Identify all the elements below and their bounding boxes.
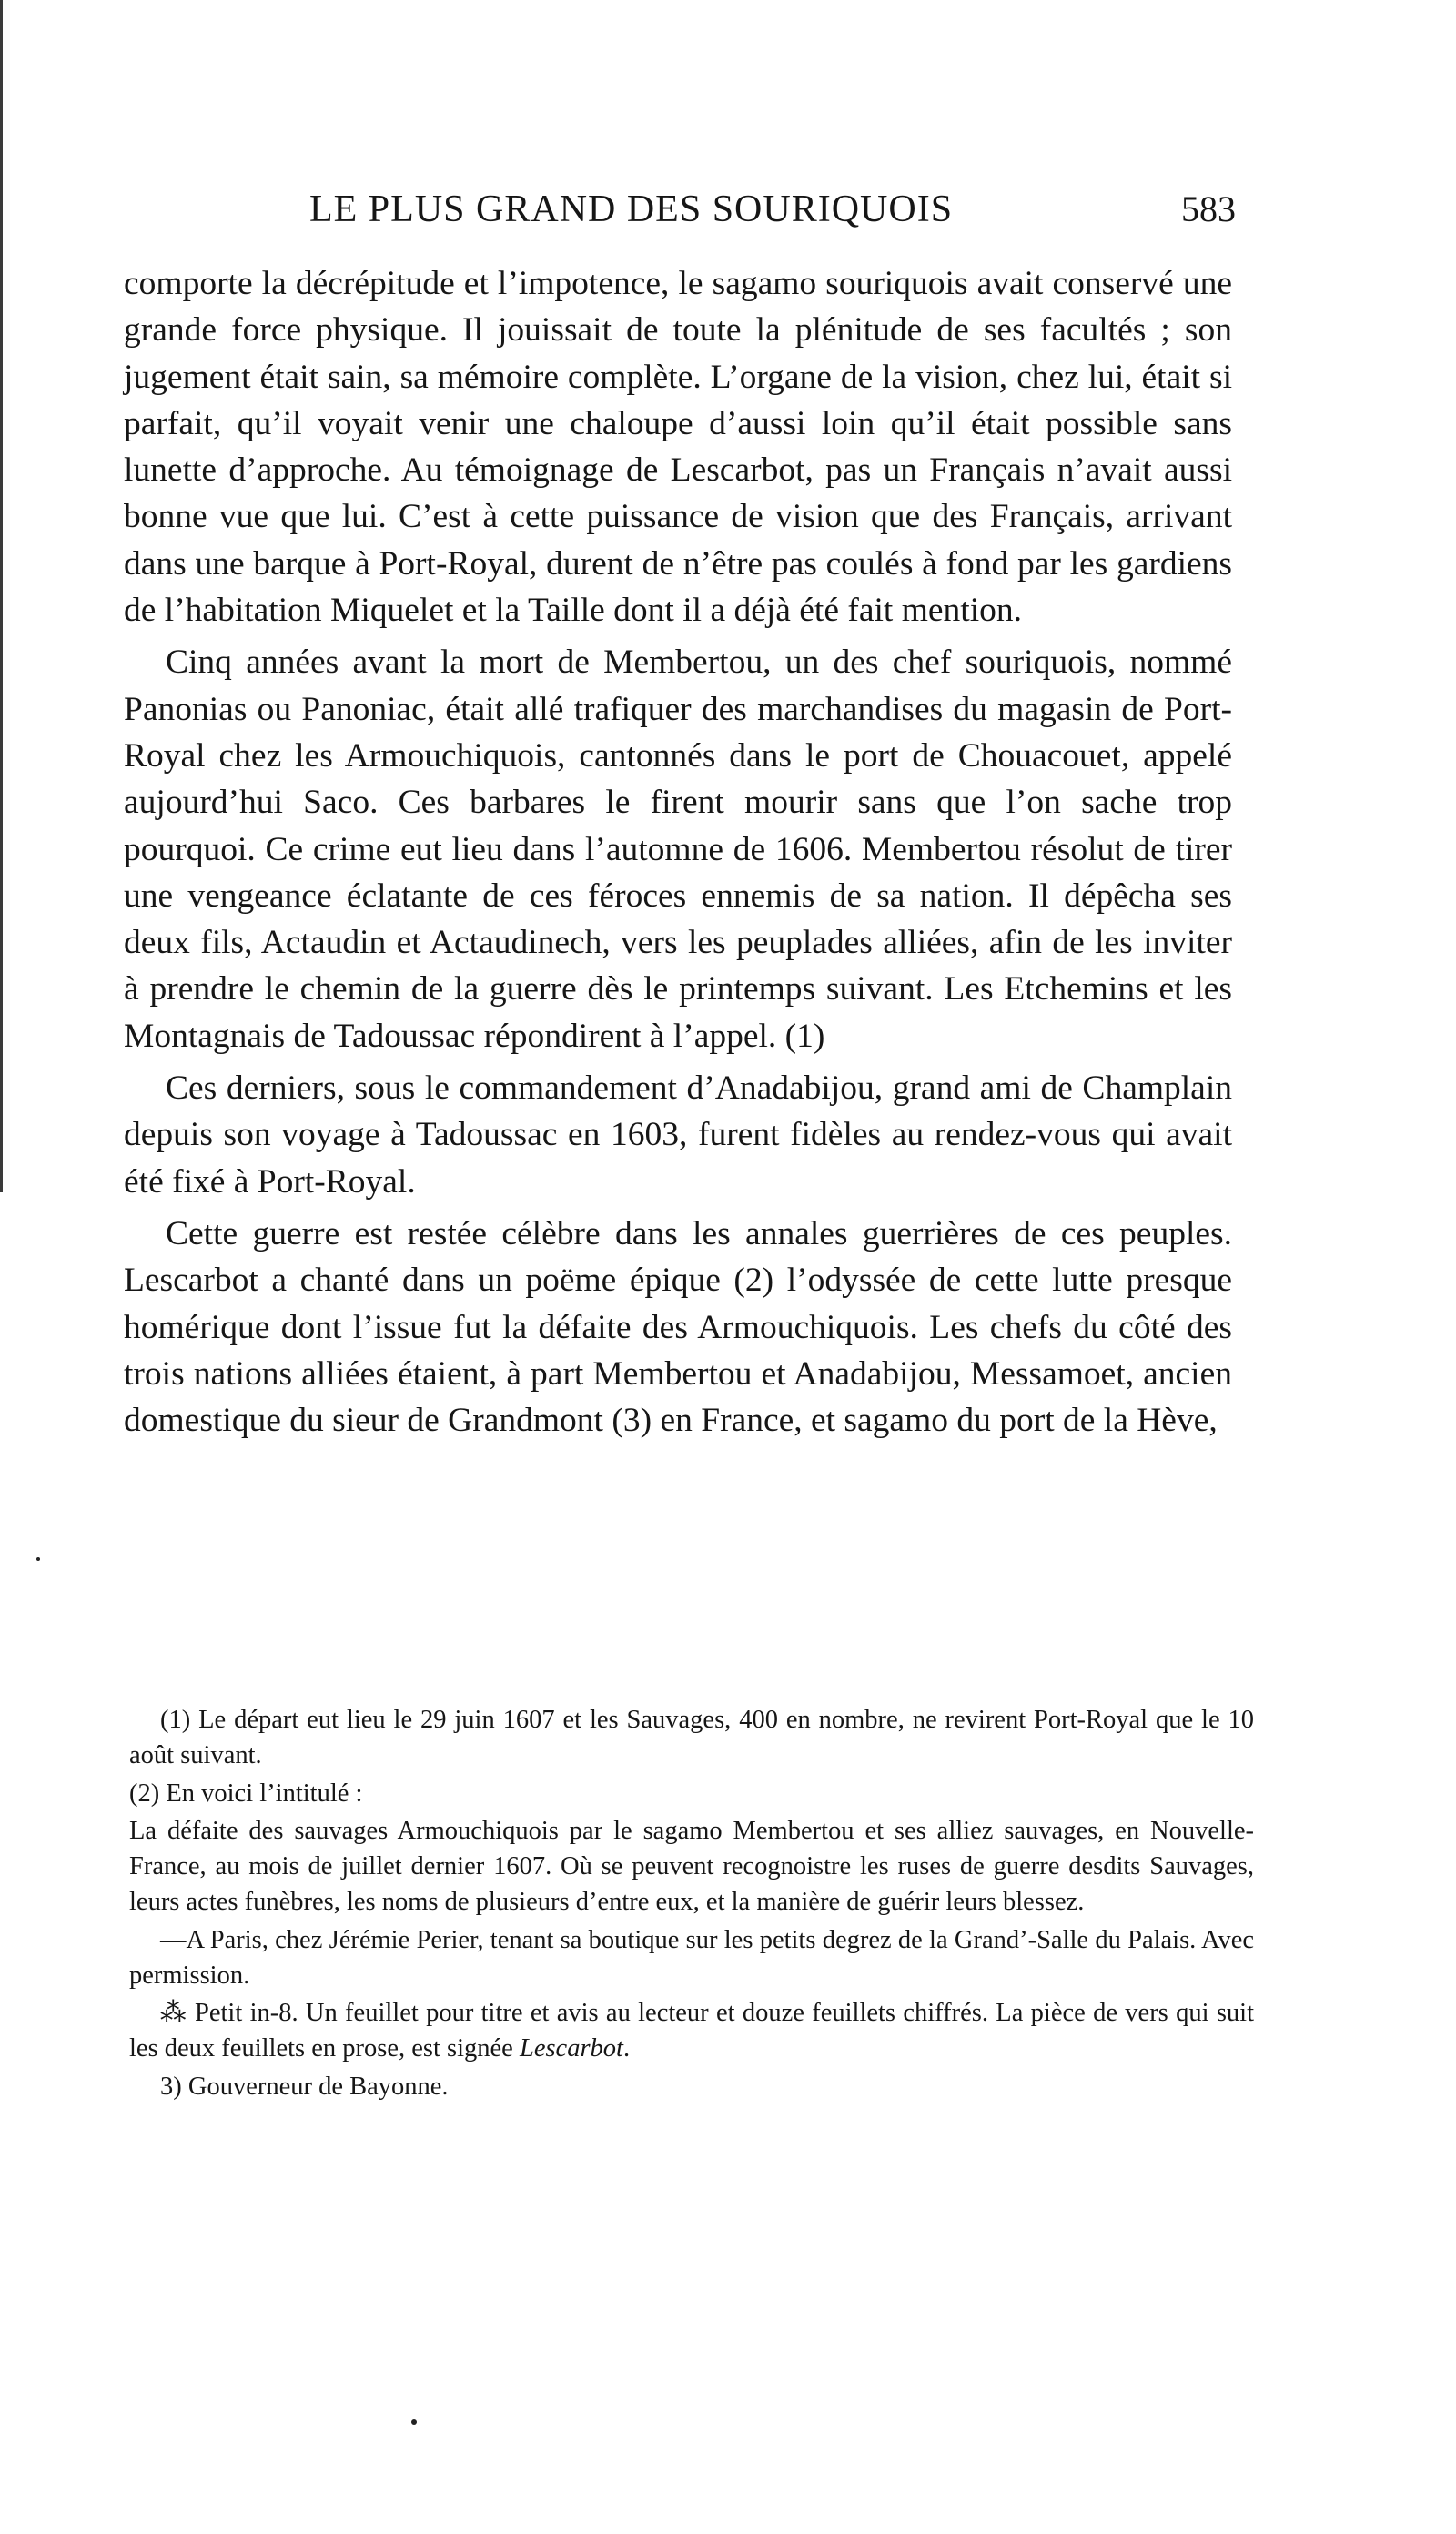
paragraph-4: Cette guerre est restée célèbre dans les annales guerrières de ces peuples. Lescarbot a chanté dans un poëme épique (2) l’odyssée de cette lutte presque homérique dont l’issue fut la défaite des Armouchiquois. Les chefs du côté des trois nations alliées étaient, à part Membertou et Anadabijou, Messamoet, ancien domestique du sieur de Grandmont (3) en France, et sagamo du port de la Hève,: [124, 1214, 1232, 1440]
paragraph-2: Cinq années avant la mort de Membertou, un des chef souriquois, nommé Panonias ou Panoniac, était allé trafiquer des marchandises du magasin de Port-Royal chez les Armouchiquois, cantonnés dans le port de Chouacouet, appelé aujourd’hui Saco. Ces barbares le firent mourir sans que l’on sache trop pourquoi. Ce crime eut lieu dans l’automne de 1606. Membertou résolut de tirer une vengeance éclatante de ces féroces ennemis de sa nation. Il dépêcha ses deux fils, Actaudin et Actaudinech, vers les peuplades alliées, afin de les inviter à prendre le chemin de la guerre dès le printemps suivant. Les Etchemins et les Montagnais de Tadoussac répondirent à l’appel. (1): [124, 644, 1232, 1055]
paragraph-1: comporte la décrépitude et l’impotence, le sagamo souriquois avait conservé une grande force physique. Il jouissait de toute la plénitude de ses facultés ; son jugement était sain, sa mémoire complète. L’organe de la vision, chez lui, était si parfait, qu’il voyait venir une chaloupe d’aussi loin qu’il était possible sans lunette d’approche. Au témoignage de Lescarbot, pas un Français n’avait aussi bonne vue que lui. C’est à cette puissance de vision que des Français, arrivant dans une barque à Port-Royal, durent de n’être pas coulés à fond par les gardiens de l’habitation Miquelet et la Taille dont il a déjà été fait mention.: [124, 265, 1232, 630]
footnote-2-signature: Lescarbot: [519, 2034, 623, 2063]
footnote-3: 3) Gouverneur de Bayonne.: [160, 2072, 449, 2101]
page-edge-shadow: [0, 0, 3, 1192]
footnote-2-end: .: [622, 2034, 631, 2063]
footnote-2-description: [129, 1996, 1254, 2067]
page-number: 583: [1181, 188, 1236, 229]
footnote-2-title: La défaite des sauvages Armouchiquois par le sagamo Membertou et ses alliez sauvages, en Nouvelle-France, au mois de juillet dernier 1607. Où se peuvent recognoistre les ruses de guerre desdits Sauvages, leurs actes funèbres, les noms de plusieurs d’entre eux, et la manière de guérir leurs blessez.: [129, 1817, 1254, 1916]
print-speck: [411, 2419, 417, 2425]
page-header: [309, 188, 1236, 242]
body-text: [124, 260, 1232, 1444]
footnote-2-imprint: —A Paris, chez Jérémie Perier, tenant sa boutique sur les petits degrez de la Grand’-Salle du Palais. Avec permission.: [129, 1925, 1254, 1990]
footnote-2-description-text: ⁂ Petit in-8. Un feuillet pour titre et avis au lecteur et douze feuillets chiffrés. La pièce de vers qui suit les deux feuillets en prose, est signée: [129, 1999, 1254, 2063]
running-head: LE PLUS GRAND DES SOURIQUOIS: [309, 188, 954, 230]
footnotes: [129, 1703, 1254, 2105]
footnote-1: (1) Le départ eut lieu le 29 juin 1607 et les Sauvages, 400 en nombre, ne revirent Port-Royal que le 10 août suivant.: [129, 1706, 1254, 1769]
footnote-2-intro: (2) En voici l’intitulé :: [129, 1779, 363, 1808]
paragraph-3: Ces derniers, sous le commandement d’Anadabijou, grand ami de Champlain depuis son voyage à Tadoussac en 1603, furent fidèles au rendez-vous qui avait été fixé à Port-Royal.: [124, 1069, 1232, 1201]
print-speck: [36, 1557, 40, 1561]
